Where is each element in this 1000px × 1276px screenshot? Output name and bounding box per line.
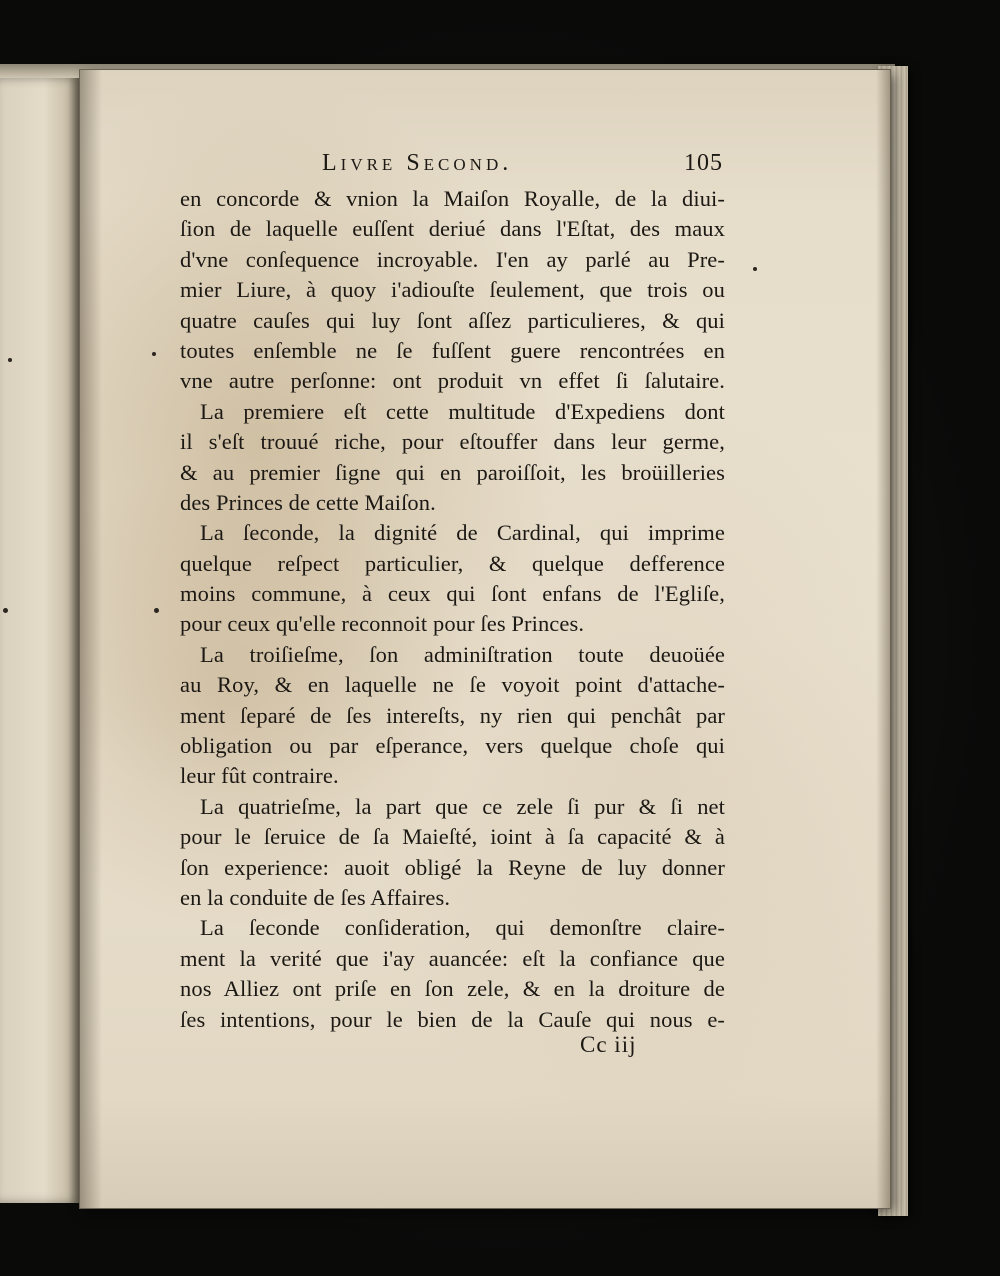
text-line: pour ceux qu'elle reconnoit pour ſes Princes. xyxy=(180,611,585,637)
text-line: obligation ou par eſperance, vers quelque choſe qui xyxy=(180,733,725,759)
text-line: toutes enſemble ne ſe fuſſent guere rencontrées en xyxy=(180,337,725,363)
text-line: ſion de laquelle euſſent deriué dans l'Eſtat, des maux xyxy=(180,216,725,242)
text-line: au Roy, & en laquelle ne ſe voyoit point d'attache- xyxy=(180,672,725,698)
page-number: 105 xyxy=(684,150,723,176)
text-line: La ſeconde, la dignité de Cardinal, qui imprime xyxy=(200,520,725,546)
ink-speck xyxy=(753,267,757,271)
signature-mark: Cc iij xyxy=(580,1032,637,1057)
page-text xyxy=(180,150,725,1035)
text-line: il s'eſt trouué riche, pour eſtouffer dans leur germe, xyxy=(180,429,725,455)
text-line: nos Alliez ont priſe en ſon zele, & en la droiture de xyxy=(180,976,725,1002)
text-line: ſon experience: auoit obligé la Reyne de luy donner xyxy=(180,854,725,880)
text-line: d'vne conſequence incroyable. I'en ay parlé au Pre- xyxy=(180,246,725,272)
text-line: La ſeconde conſideration, qui demonſtre claire- xyxy=(200,915,725,941)
text-line: & au premier ſigne qui en paroiſſoit, les broüilleries xyxy=(180,459,725,485)
ink-speck xyxy=(8,358,12,362)
text-line: des Princes de cette Maiſon. xyxy=(180,489,436,515)
facing-page-edge xyxy=(0,78,80,1203)
text-line: ment la verité que i'ay auancée: eſt la confiance que xyxy=(180,945,725,971)
text-line: quatre cauſes qui luy ſont aſſez particulieres, & qui xyxy=(180,307,725,333)
text-line: en la conduite de ſes Affaires. xyxy=(180,884,451,910)
running-head-title: Livre Second. xyxy=(322,150,513,176)
text-line: pour le ſeruice de ſa Maieſté, ioint à ſa capacité & à xyxy=(180,824,725,850)
text-line: La troiſieſme, ſon adminiſtration toute deuoüée xyxy=(200,641,725,667)
text-line: quelque reſpect particulier, & quelque defference xyxy=(180,550,725,576)
text-line: moins commune, à ceux qui ſont enfans de l'Egliſe, xyxy=(180,581,725,607)
ink-speck xyxy=(152,352,156,356)
text-line: leur fût contraire. xyxy=(180,763,339,789)
text-line: ment ſeparé de ſes intereſts, ny rien qui penchât par xyxy=(180,702,725,728)
body-text xyxy=(180,184,725,1035)
ink-speck xyxy=(3,608,8,613)
text-line: ſes intentions, pour le bien de la Cauſe qui nous e- xyxy=(180,1006,725,1032)
text-line: mier Liure, à quoy i'adiouſte ſeulement, que trois ou xyxy=(180,277,725,303)
ink-speck xyxy=(154,608,159,613)
text-line: La premiere eſt cette multitude d'Expediens dont xyxy=(200,398,725,424)
text-line: en concorde & vnion la Maiſon Royalle, de la diui- xyxy=(180,186,725,211)
book-page xyxy=(80,70,890,1208)
text-line: vne autre perſonne: ont produit vn effet ſi ſalutaire. xyxy=(180,368,725,394)
text-line: La quatrieſme, la part que ce zele ſi pur & ſi net xyxy=(200,793,725,819)
running-head xyxy=(180,150,725,184)
